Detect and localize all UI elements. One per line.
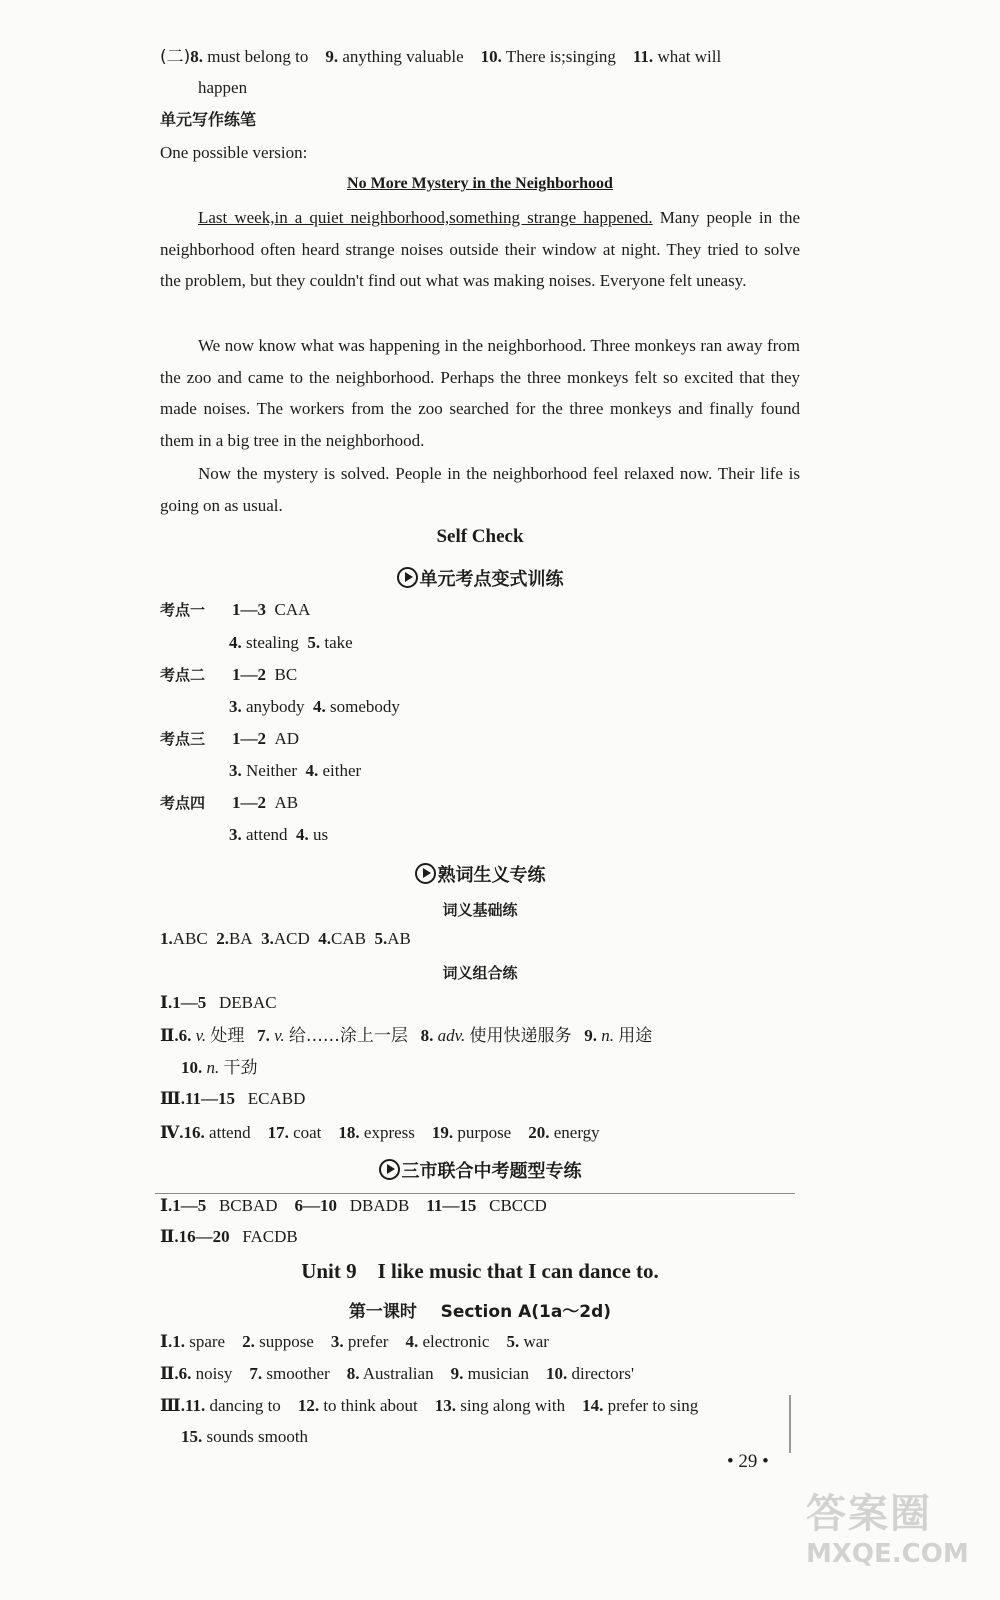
item-number: 4. [305, 761, 319, 780]
watermark-url: MXQE.COM [806, 1539, 969, 1569]
answer-text: sounds smooth [206, 1427, 309, 1446]
answer-text: either [322, 761, 362, 780]
kaodian-label: 考点二 [160, 666, 206, 684]
answer-text: us [313, 825, 329, 844]
range: 1—2 [232, 665, 266, 684]
item-number: 10. [480, 47, 502, 66]
answer-letters: ECABD [247, 1089, 306, 1108]
answer-letters: ABC [172, 929, 208, 948]
roman-numeral: Ⅲ. [160, 1089, 185, 1108]
part-of-speech: n. [601, 1026, 614, 1045]
item-number: 4. [296, 825, 309, 844]
item-number: 8. [420, 1026, 434, 1045]
answer-text: noisy [195, 1364, 233, 1383]
subheading: 词义组合练 [442, 964, 518, 982]
combo-row-3 [160, 1088, 305, 1110]
watermark-text: 答案圈 [806, 1491, 932, 1537]
answer-letters: AB [387, 929, 411, 948]
answer-letters: CAB [331, 929, 366, 948]
arrow-circle-icon [415, 863, 436, 884]
range: 1—3 [232, 600, 266, 619]
answer-text: energy [553, 1123, 600, 1142]
item-number: 3. [229, 761, 242, 780]
answer-text: Australian [362, 1364, 434, 1383]
answer-text: directors' [571, 1364, 635, 1383]
section-heading-text: 三市联合中考题型专练 [401, 1161, 582, 1182]
answer-text: what will [657, 47, 722, 66]
answer-text: attend [246, 825, 288, 844]
item-number: 3. [330, 1332, 344, 1351]
answer-letters: CAA [274, 600, 311, 619]
section-heading-1 [0, 565, 960, 591]
item-number: 7. [249, 1364, 263, 1383]
answer-text: somebody [330, 697, 400, 716]
roman-numeral: Ⅰ. [160, 993, 173, 1012]
answer-text: prefer to sing [607, 1396, 699, 1415]
meaning-text: 使用快递服务 [469, 1026, 572, 1046]
part2-continuation: happen [198, 78, 248, 97]
item-number: 3. [229, 825, 242, 844]
answer-text: anybody [246, 697, 305, 716]
section-heading-2 [0, 861, 960, 887]
range: 6—10 [294, 1196, 338, 1215]
part-of-speech: v. [274, 1026, 285, 1045]
answer-letters: BC [274, 665, 298, 684]
answer-text: war [523, 1332, 549, 1351]
answer-text: must belong to [207, 47, 309, 66]
item-number: 8. [346, 1364, 360, 1383]
answer-text: sing along with [460, 1396, 566, 1415]
answer-letters: AB [274, 793, 299, 812]
combo-row-4 [160, 1122, 600, 1144]
answer-text: dancing to [209, 1396, 281, 1415]
item-number: 19. [431, 1123, 454, 1142]
item-number: 18. [338, 1123, 360, 1142]
part2-label: (二) [160, 47, 191, 67]
answer-text: stealing [246, 633, 299, 652]
arrow-circle-icon [397, 567, 418, 588]
item-number: 14. [582, 1396, 604, 1415]
item-number: 6. [178, 1364, 192, 1383]
unit9-row-2 [160, 1363, 634, 1385]
kaodian-label: 考点四 [160, 794, 206, 812]
writing-heading: 单元写作练笔 [160, 110, 257, 129]
item-number: 10. [545, 1364, 568, 1383]
item-number: 8. [190, 47, 204, 66]
range: 11—15 [184, 1089, 236, 1108]
meaning-text: 用途 [618, 1026, 653, 1046]
range: 16—20 [178, 1227, 230, 1246]
answer-text: express [363, 1123, 415, 1142]
combo-row-2 [160, 1025, 652, 1047]
answer-letters: DEBAC [218, 993, 277, 1012]
kaodian-row-cont [229, 632, 353, 654]
part2-row [160, 46, 721, 68]
paragraph-text: Many people in the neighborhood often heard strange noises outside their window at night. They tried to solve the problem, but they couldn't find out what was making noises. Everyone felt uneasy. [160, 208, 800, 290]
essay-paragraph-1 [160, 202, 800, 297]
item-number: 4. [229, 633, 242, 652]
item-number: 5. [506, 1332, 520, 1351]
item-number: 2. [216, 929, 229, 948]
roman-numeral: Ⅱ. [160, 1364, 179, 1383]
combo-row-1 [160, 992, 277, 1014]
kaodian-label: 考点三 [160, 730, 206, 748]
kaodian-row [160, 599, 310, 621]
roman-numeral: Ⅲ. [160, 1396, 185, 1415]
kaodian-row [160, 728, 299, 750]
arrow-circle-icon [379, 1159, 400, 1180]
answer-text: to think about [323, 1396, 418, 1415]
answer-text: electronic [422, 1332, 490, 1351]
part-of-speech: adv. [437, 1026, 466, 1045]
range: 1—2 [232, 729, 266, 748]
item-number: 5. [307, 633, 321, 652]
item-number: 9. [450, 1364, 464, 1383]
unit9-row-3-cont [181, 1426, 308, 1448]
divider [155, 1193, 795, 1194]
answer-text: take [324, 633, 353, 652]
answer-letters: BA [228, 929, 253, 948]
kaodian-row-cont [229, 696, 400, 718]
section-heading-3 [0, 1157, 960, 1183]
kaodian-row-cont [229, 760, 361, 782]
item-number: 2. [242, 1332, 255, 1351]
item-number: 16. [183, 1123, 205, 1142]
essay-paragraph-3: Now the mystery is solved. People in the neighborhood feel relaxed now. Their life is going on as usual. [160, 464, 800, 515]
answer-letters: CBCCD [489, 1196, 547, 1215]
answer-text: suppose [259, 1332, 314, 1351]
exam-row-2 [160, 1226, 298, 1248]
range: 1—2 [232, 793, 266, 812]
lesson-label: 第一课时 Section A(1a～2d) [348, 1302, 612, 1322]
roman-numeral: Ⅱ. [160, 1227, 179, 1246]
meaning-text: 干劲 [223, 1058, 258, 1078]
lesson-title [0, 1297, 960, 1322]
answer-text: anything valuable [342, 47, 464, 66]
item-number: 9. [325, 47, 339, 66]
watermark-logo [806, 1482, 972, 1592]
answer-text: prefer [347, 1332, 389, 1351]
roman-numeral: Ⅱ. [160, 1026, 179, 1045]
item-number: 20. [528, 1123, 550, 1142]
answer-text: spare [189, 1332, 226, 1351]
roman-numeral: Ⅳ. [160, 1123, 184, 1142]
answer-text: musician [467, 1364, 529, 1383]
answer-text: attend [209, 1123, 251, 1142]
item-number: 3. [229, 697, 242, 716]
item-number: 3. [261, 929, 274, 948]
part-of-speech: n. [206, 1058, 220, 1077]
item-number: 10. [181, 1058, 203, 1077]
section-heading-text: 熟词生义专练 [437, 865, 546, 886]
item-number: 6. [178, 1026, 192, 1045]
essay-title: No More Mystery in the Neighborhood [347, 175, 613, 192]
item-number: 4. [313, 697, 326, 716]
underlined-sentence: Last week,in a quiet neighborhood,something strange happened. [198, 208, 653, 227]
roman-numeral: Ⅰ. [160, 1332, 173, 1351]
exam-row-1 [160, 1195, 547, 1217]
answer-letters: ACD [273, 929, 310, 948]
range: 1—5 [172, 993, 207, 1012]
item-number: 15. [181, 1427, 203, 1446]
answer-letters: DBADB [349, 1196, 410, 1215]
item-number: 11. [632, 47, 654, 66]
answer-text: coat [293, 1123, 322, 1142]
answer-letters: AD [274, 729, 300, 748]
unit9-row-1 [160, 1331, 549, 1353]
part-of-speech: v. [195, 1026, 207, 1045]
answer-text: There is;singing [505, 47, 616, 66]
item-number: 1. [172, 1332, 185, 1351]
item-number: 4. [405, 1332, 419, 1351]
unit9-row-3 [160, 1395, 698, 1417]
basic-row [160, 928, 411, 950]
item-number: 11. [184, 1396, 206, 1415]
item-number: 9. [584, 1026, 597, 1045]
roman-numeral: Ⅰ. [160, 1196, 173, 1215]
kaodian-label: 考点一 [160, 601, 206, 619]
range: 11—15 [426, 1196, 477, 1215]
answer-text: purpose [457, 1123, 512, 1142]
page-number: • 29 • [727, 1451, 769, 1472]
answer-text: Neither [246, 761, 297, 780]
unit-title: Unit 9 I like music that I can dance to. [301, 1259, 659, 1283]
answer-text: smoother [266, 1364, 330, 1383]
section-heading-text: 单元考点变式训练 [419, 569, 564, 590]
item-number: 7. [257, 1026, 270, 1045]
item-number: 17. [267, 1123, 289, 1142]
answer-letters: BCBAD [218, 1196, 278, 1215]
item-number: 4. [318, 929, 331, 948]
answer-letters: FACDB [242, 1227, 298, 1246]
subheading: 词义基础练 [442, 901, 518, 919]
writing-intro: One possible version: [160, 143, 308, 162]
scan-edge-line [789, 1395, 791, 1453]
meaning-text: 给……涂上一层 [288, 1026, 408, 1046]
combo-row-2-cont [181, 1057, 258, 1079]
self-check-title: Self Check [436, 526, 524, 547]
kaodian-row [160, 792, 298, 814]
essay-paragraph-2: We now know what was happening in the neighborhood. Three monkeys ran away from the zoo and came to the neighborhood. Perhaps the three monkeys felt so excited that they made noises. The workers from the zoo searched for the three monkeys and finally found them in a big tree in the neighborhood. [160, 336, 800, 450]
item-number: 12. [297, 1396, 320, 1415]
item-number: 13. [434, 1396, 457, 1415]
item-number: 1. [160, 929, 173, 948]
meaning-text: 处理 [210, 1026, 245, 1046]
kaodian-row-cont [229, 824, 328, 846]
item-number: 5. [374, 929, 388, 948]
kaodian-row [160, 664, 297, 686]
range: 1—5 [172, 1196, 207, 1215]
